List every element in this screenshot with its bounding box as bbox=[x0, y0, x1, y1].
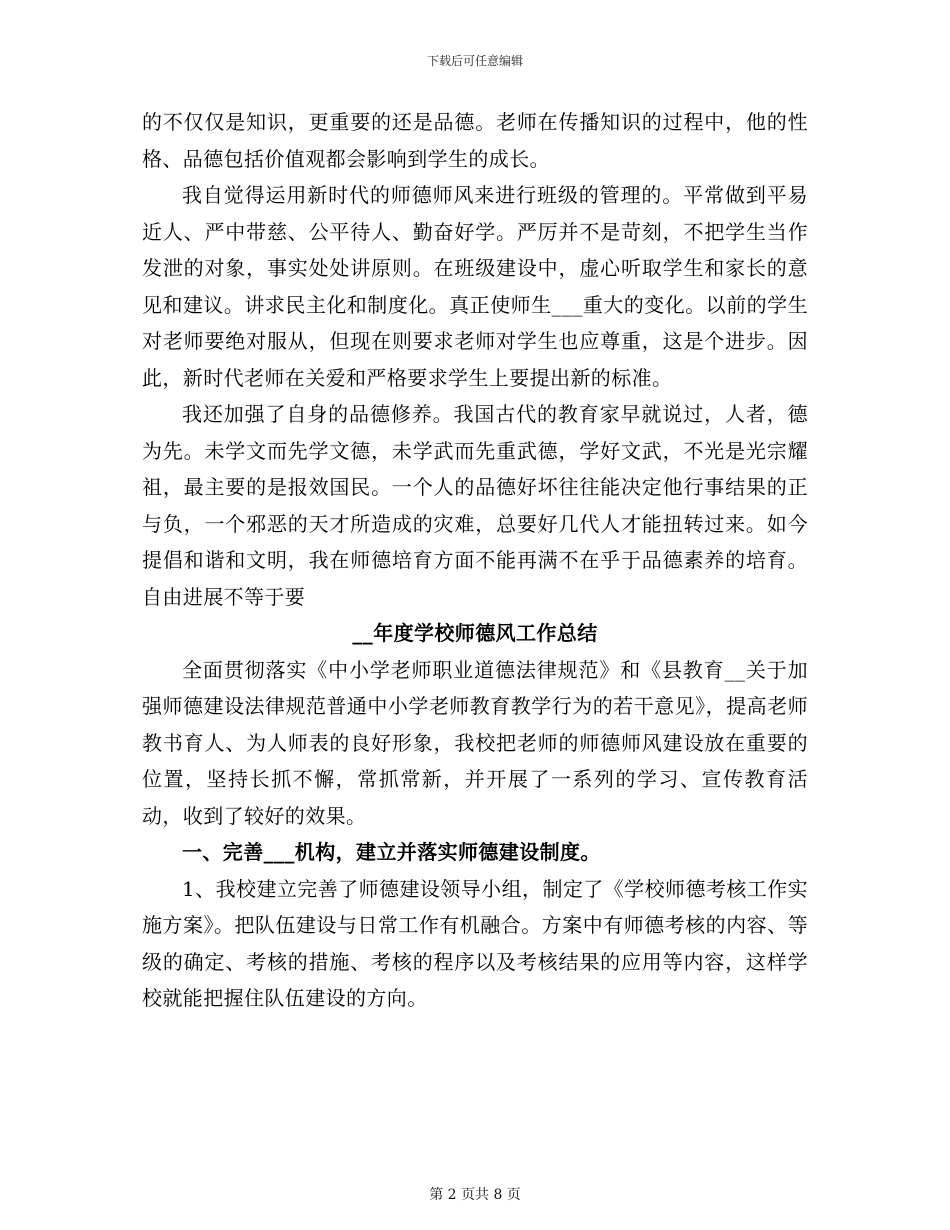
paragraph-5: 1、我校建立完善了师德建设领导小组，制定了《学校师德考核工作实施方案》。把队伍建设与日常工作有机融合。方案中有师德考核的内容、等级的确定、考核的措施、考核的程序以及考核结果的应用等内容，这样学校就能把握住队伍建设的方向。 bbox=[142, 876, 808, 1010]
paragraph-1: 的不仅仅是知识，更重要的还是品德。老师在传播知识的过程中，他的性格、品德包括价值观都会影响到学生的成长。 bbox=[142, 110, 808, 171]
section-heading-1: 一、完善___机构，建立并落实师德建设制度。 bbox=[182, 840, 601, 864]
paragraph-4: 全面贯彻落实《中小学老师职业道德法律规范》和《县教育__关于加强师德建设法律规范普通中小学老师教育教学行为的若干意见》，提高老师教书育人、为人师表的良好形象，我校把老师的师德师风建设放在重要的位置，坚持长抓不懈，常抓常新，并开展了一系列的学习、宣传教育活动，收到了较好的效果。 bbox=[142, 657, 808, 828]
section-title: __年度学校师德风工作总结 bbox=[352, 621, 598, 645]
paragraph-2: 我自觉得运用新时代的师德师风来进行班级的管理的。平常做到平易近人、严中带慈、公平待人、勤奋好学。严厉并不是苛刻，不把学生当作发泄的对象，事实处处讲原则。在班级建设中，虚心听取学生和家长的意见和建议。讲求民主化和制度化。真正使师生___重大的变化。以前的学生对老师要绝对服从，但现在则要求老师对学生也应尊重，这是个进步。因此，新时代老师在关爱和严格要求学生上要提出新的标准。 bbox=[142, 183, 808, 390]
document-body bbox=[142, 104, 808, 1017]
paragraph-3: 我还加强了自身的品德修养。我国古代的教育家早就说过，人者，德为先。未学文而先学文德，未学武而先重武德，学好文武，不光是光宗耀祖，最主要的是报效国民。一个人的品德好坏往往能决定他行事结果的正与负，一个邪恶的天才所造成的灾难，总要好几代人才能扭转过来。如今提倡和谐和文明，我在师德培育方面不能再满不在乎于品德素养的培育。自由进展不等于要 bbox=[142, 402, 808, 609]
page-number: 第 2 页共 8 页 bbox=[429, 1187, 521, 1203]
page-header: 下载后可任意编辑 bbox=[426, 54, 523, 68]
